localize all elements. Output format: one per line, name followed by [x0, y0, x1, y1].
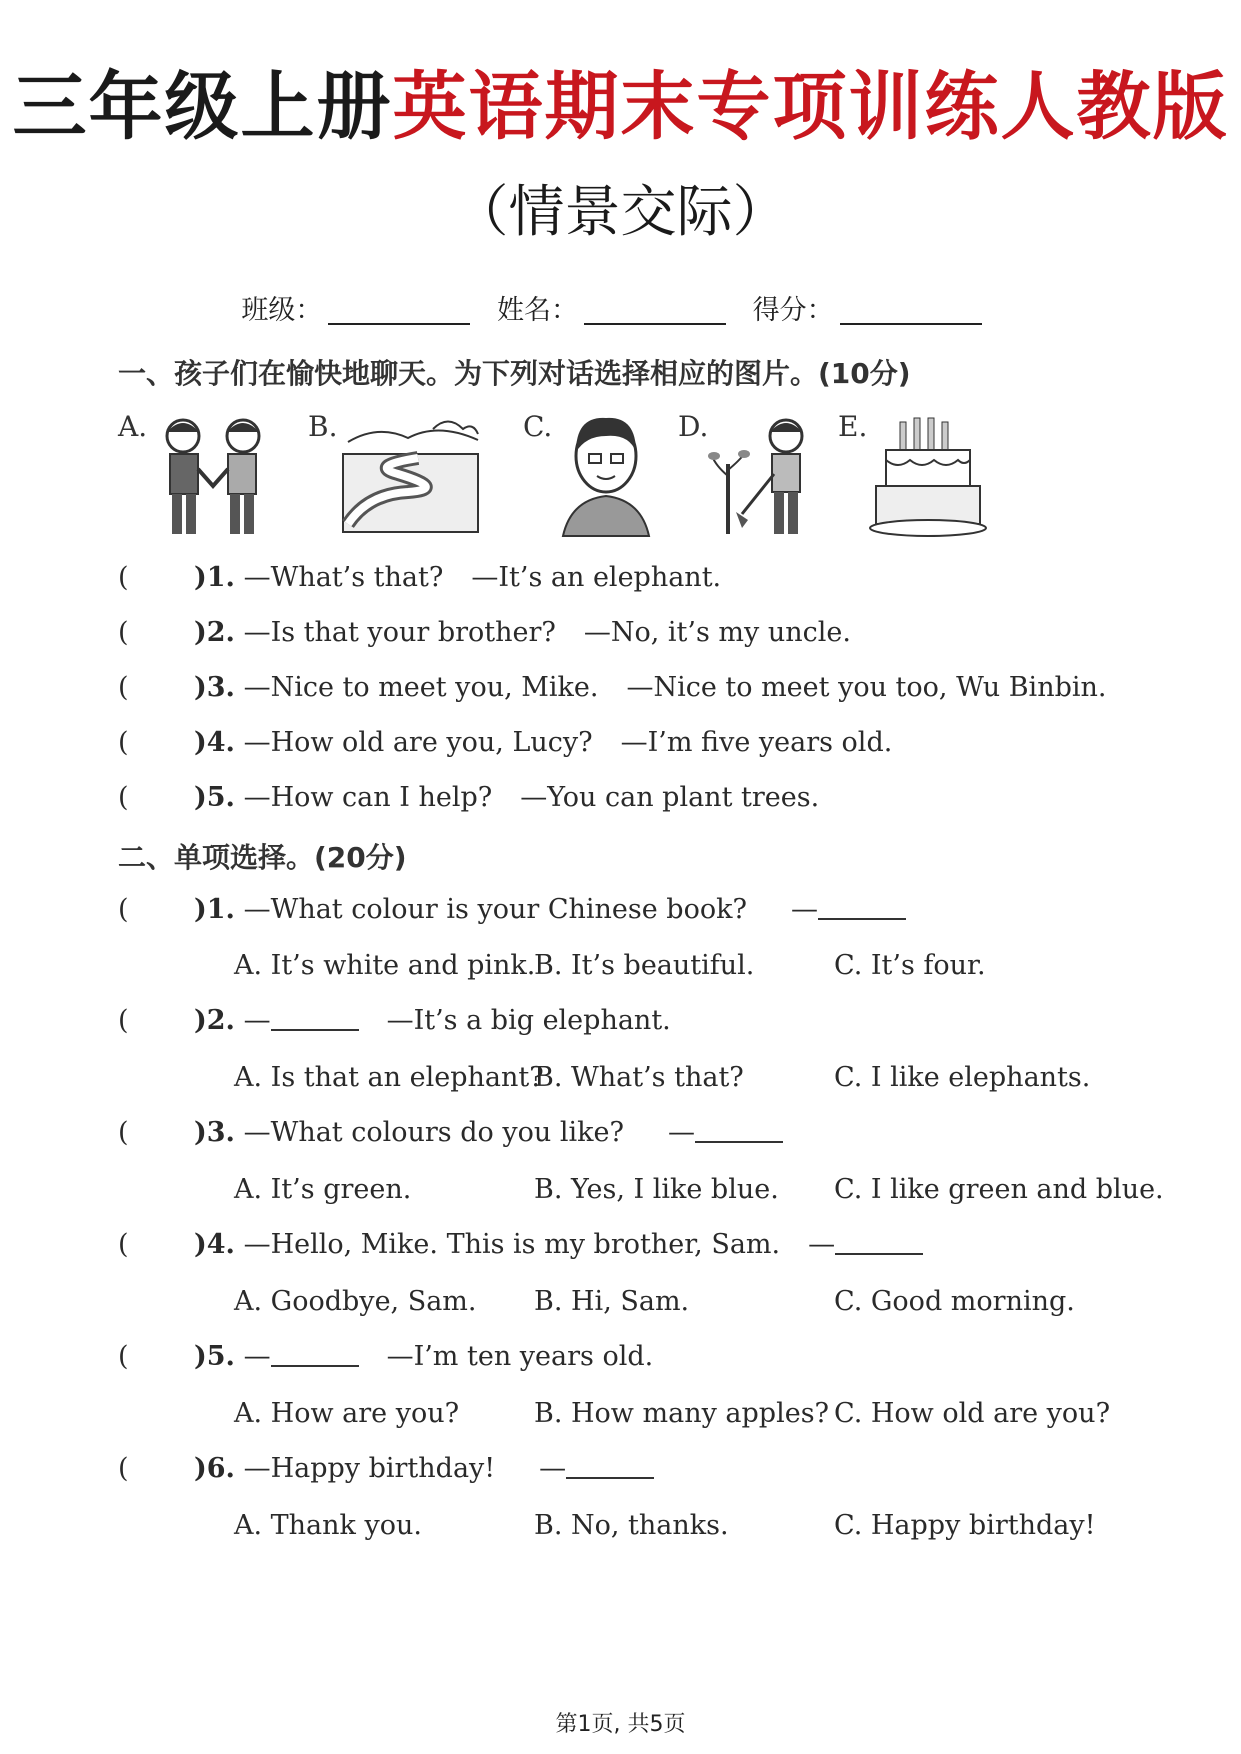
answer-paren[interactable]: (: [118, 617, 129, 648]
answer-blank[interactable]: [695, 1119, 783, 1143]
answer-text: —I’m ten years old.: [386, 1341, 654, 1372]
option-c[interactable]: C. I like elephants.: [834, 1062, 1091, 1093]
question-number: )5.: [194, 1341, 235, 1372]
page-subtitle: （情景交际）: [452, 180, 789, 245]
s1-question-5: [118, 782, 819, 813]
handshake-icon: [148, 414, 278, 539]
option-a[interactable]: A. Goodbye, Sam.: [234, 1286, 477, 1317]
option-a[interactable]: A. It’s green.: [234, 1174, 412, 1205]
answer-text: —It’s an elephant.: [471, 562, 722, 593]
s2-question-6: [118, 1453, 654, 1484]
answer-blank[interactable]: [818, 896, 906, 920]
dash: —: [667, 1117, 695, 1148]
answer-paren[interactable]: (: [118, 1005, 129, 1036]
question-text: —How can I help?: [243, 782, 493, 813]
option-c[interactable]: C. Happy birthday!: [834, 1510, 1096, 1541]
option-b[interactable]: B. Yes, I like blue.: [534, 1174, 779, 1205]
option-b[interactable]: B. How many apples?: [534, 1398, 830, 1429]
s1-question-3: [118, 672, 1106, 703]
answer-paren[interactable]: (: [118, 672, 129, 703]
option-a[interactable]: A. It’s white and pink.: [234, 950, 536, 981]
s2-options-2: [234, 1062, 1090, 1093]
question-text: —Is that your brother?: [243, 617, 556, 648]
page-title: [0, 48, 1241, 154]
option-c[interactable]: C. It’s four.: [834, 950, 986, 981]
answer-paren[interactable]: (: [118, 727, 129, 758]
option-b[interactable]: B. It’s beautiful.: [534, 950, 755, 981]
option-c[interactable]: C. How old are you?: [834, 1398, 1111, 1429]
option-a[interactable]: A. Is that an elephant?: [234, 1062, 544, 1093]
answer-blank[interactable]: [566, 1455, 654, 1479]
class-label: 班级：: [241, 295, 323, 326]
question-text: —Hello, Mike. This is my brother, Sam.: [243, 1229, 781, 1260]
man-portrait-icon: [551, 414, 661, 539]
s2-options-5: [234, 1398, 1110, 1429]
picture-letter: C.: [523, 410, 553, 443]
dash: —: [808, 1229, 836, 1260]
score-field[interactable]: [840, 297, 982, 325]
s2-question-3: [118, 1117, 783, 1148]
answer-paren[interactable]: (: [118, 1453, 129, 1484]
question-text: —Happy birthday!: [243, 1453, 496, 1484]
answer-blank[interactable]: [271, 1007, 359, 1031]
picture-options: [118, 410, 1078, 540]
answer-blank[interactable]: [271, 1343, 359, 1367]
question-number: )1.: [194, 894, 235, 925]
picture-letter: A.: [118, 410, 148, 443]
s2-options-4: [234, 1286, 1075, 1317]
question-number: )1.: [194, 562, 235, 593]
option-b[interactable]: B. What’s that?: [534, 1062, 744, 1093]
option-b[interactable]: B. No, thanks.: [534, 1510, 729, 1541]
dash: —: [790, 894, 818, 925]
answer-paren[interactable]: (: [118, 1229, 129, 1260]
answer-text: —No, it’s my uncle.: [583, 617, 851, 648]
answer-paren[interactable]: (: [118, 1117, 129, 1148]
title-subject: 英语期末专项训练人教版: [392, 64, 1229, 150]
option-c[interactable]: C. I like green and blue.: [834, 1174, 1164, 1205]
title-grade: 三年级上册: [12, 64, 393, 150]
s2-question-2: [118, 1005, 671, 1036]
question-number: )4.: [194, 727, 235, 758]
answer-text: —You can plant trees.: [520, 782, 820, 813]
picture-letter: E.: [838, 410, 868, 443]
dash: —: [243, 1005, 271, 1036]
question-number: )3.: [194, 672, 235, 703]
s2-question-1: [118, 894, 906, 925]
answer-paren[interactable]: (: [118, 894, 129, 925]
birthday-cake-icon: [868, 414, 988, 539]
dash: —: [539, 1453, 567, 1484]
score-label: 得分：: [752, 295, 834, 326]
picture-letter: D.: [678, 410, 709, 443]
question-text: —What colours do you like?: [243, 1117, 624, 1148]
answer-paren[interactable]: (: [118, 782, 129, 813]
question-number: )6.: [194, 1453, 235, 1484]
option-a[interactable]: A. How are you?: [234, 1398, 460, 1429]
question-text: —What colour is your Chinese book?: [243, 894, 747, 925]
question-number: )3.: [194, 1117, 235, 1148]
s2-options-3: [234, 1174, 1164, 1205]
section2-heading: 二、单项选择。(20分): [118, 841, 407, 874]
question-text: —Nice to meet you, Mike.: [243, 672, 599, 703]
river-landscape-icon: [338, 414, 488, 539]
answer-paren[interactable]: (: [118, 1341, 129, 1372]
s1-question-2: [118, 617, 851, 648]
question-number: )5.: [194, 782, 235, 813]
option-c[interactable]: C. Good morning.: [834, 1286, 1075, 1317]
option-b[interactable]: B. Hi, Sam.: [534, 1286, 690, 1317]
s2-question-5: [118, 1341, 653, 1372]
page-footer: 第1页, 共5页: [555, 1712, 686, 1737]
answer-paren[interactable]: (: [118, 562, 129, 593]
section1-heading: 一、孩子们在愉快地聊天。为下列对话选择相应的图片。(10分): [118, 357, 911, 390]
option-a[interactable]: A. Thank you.: [234, 1510, 422, 1541]
question-number: )2.: [194, 1005, 235, 1036]
question-text: —What’s that?: [243, 562, 444, 593]
answer-text: —Nice to meet you too, Wu Binbin.: [626, 672, 1107, 703]
question-text: —How old are you, Lucy?: [243, 727, 593, 758]
question-number: )4.: [194, 1229, 235, 1260]
s1-question-1: [118, 562, 721, 593]
name-label: 姓名：: [497, 295, 578, 326]
answer-blank[interactable]: [835, 1231, 923, 1255]
answer-text: —It’s a big elephant.: [386, 1005, 671, 1036]
s2-question-4: [118, 1229, 923, 1260]
picture-letter: B.: [308, 410, 338, 443]
student-info: [0, 288, 1241, 327]
s2-options-6: [234, 1510, 1095, 1541]
s1-question-4: [118, 727, 892, 758]
dash: —: [243, 1341, 271, 1372]
s2-options-1: [234, 950, 986, 981]
answer-text: —I’m five years old.: [620, 727, 893, 758]
question-number: )2.: [194, 617, 235, 648]
name-field[interactable]: [584, 297, 726, 325]
boy-planting-tree-icon: [708, 414, 828, 539]
class-field[interactable]: [328, 297, 470, 325]
